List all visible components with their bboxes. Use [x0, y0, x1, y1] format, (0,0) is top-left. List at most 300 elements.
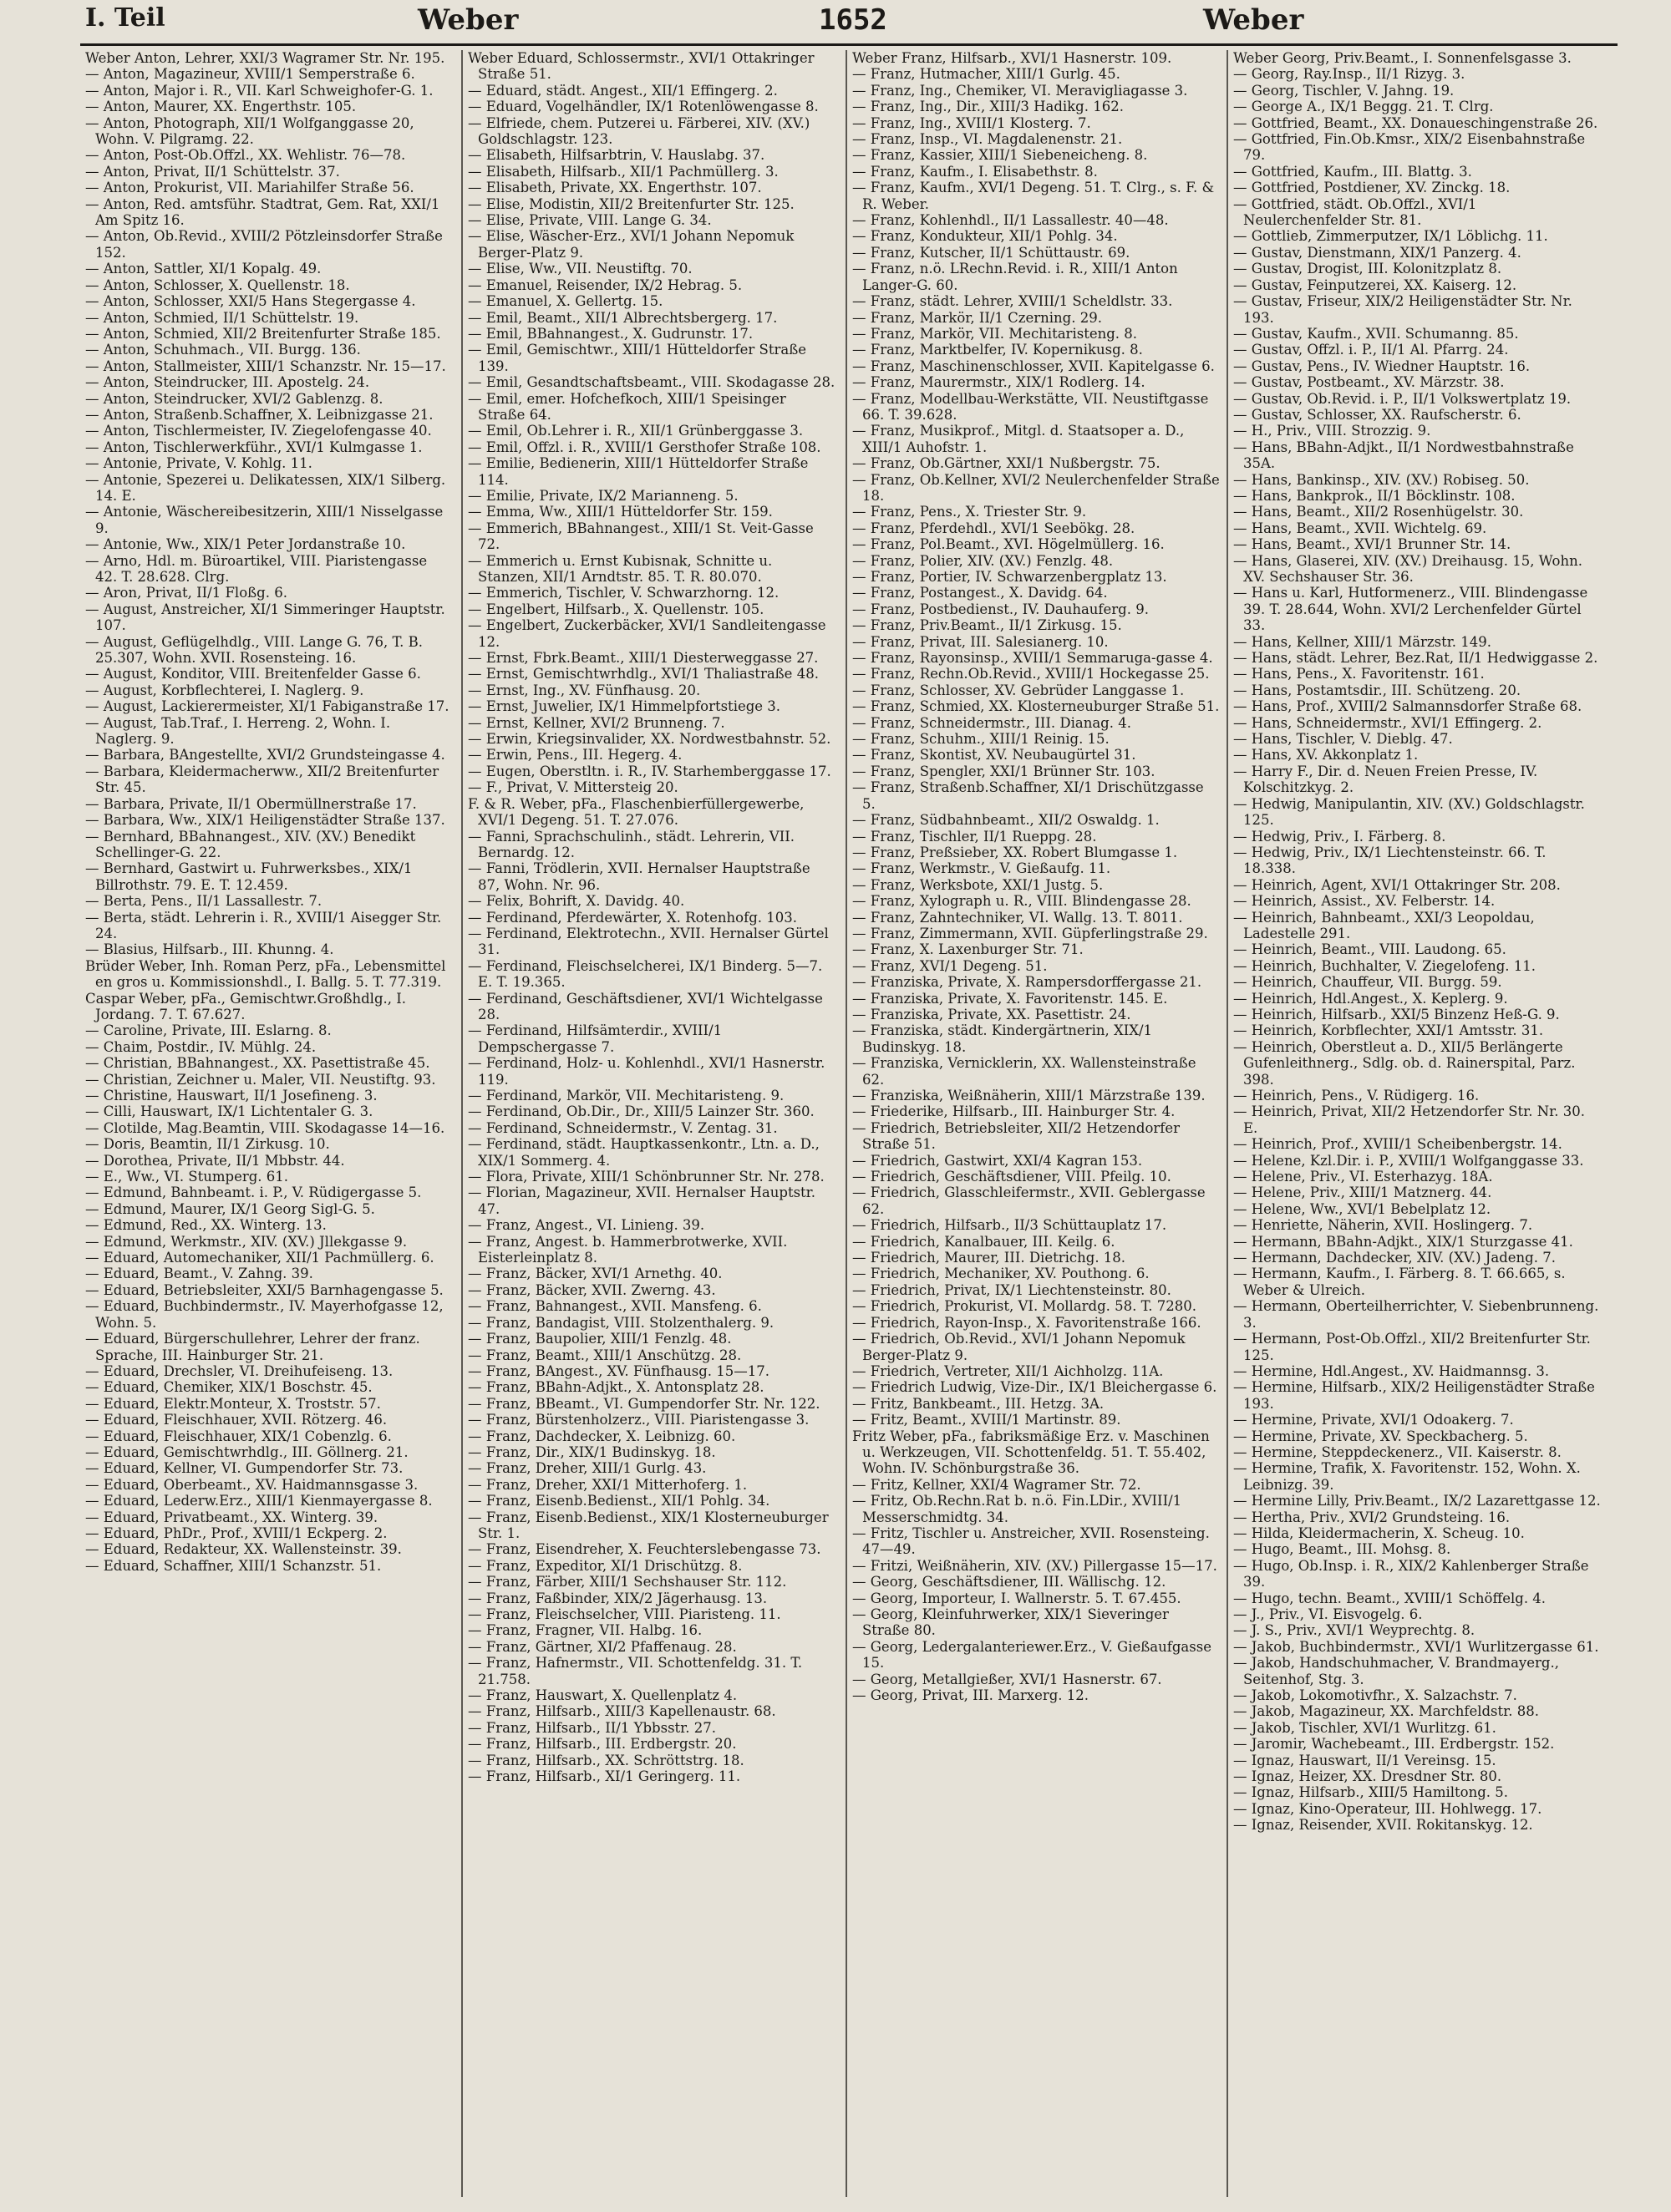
directory-entry: — Georg, Geschäftsdiener, III. Wällischg. 12. — [852, 1574, 1166, 1591]
directory-entry: — Emmerich, Tischler, V. Schwarzhorng. 12. — [468, 585, 780, 601]
directory-entry: — Franz, Hilfsarb., XIII/3 Kapellenaustr. 68. — [468, 1703, 776, 1720]
directory-entry: — Antonie, Wäschereibesitzerin, XIII/1 Nisselgasse 9. — [85, 504, 444, 536]
directory-entry: — Hermine, Hilfsarb., XIX/2 Heiligenstädter Straße 193. — [1233, 1379, 1595, 1412]
directory-entry: — Friedrich, Vertreter, XII/1 Aichholzg. 11A. — [852, 1362, 1164, 1379]
directory-entry: Weber Anton, Lehrer, XXI/3 Wagramer Str. Nr. 195. — [85, 50, 445, 66]
directory-entry: — Hans, XV. Akkonplatz 1. — [1233, 747, 1419, 764]
directory-entry: — Fritzi, Weißnäherin, XIV. (XV.) Pillergasse 15—17. — [852, 1557, 1217, 1574]
directory-entry: — Franz, Hilfsarb., III. Erdbergstr. 20. — [468, 1736, 737, 1753]
directory-entry: — Franz, Fleischselcher, VIII. Piaristeng. 11. — [468, 1606, 781, 1622]
directory-entry: — Helene, Priv., XIII/1 Matznerg. 44. — [1233, 1185, 1492, 1201]
directory-entry: — Flora, Private, XIII/1 Schönbrunner Str. Nr. 278. — [468, 1169, 825, 1185]
directory-entry: — Franz, Hilfsarb., XI/1 Geringerg. 11. — [468, 1768, 741, 1785]
directory-entry: — Franziska, Private, XX. Pasettistr. 24. — [852, 1006, 1131, 1022]
directory-entry: — Franz, n.ö. LRechn.Revid. i. R., XIII/1 Anton Langer-G. 60. — [852, 261, 1178, 293]
directory-column-2 — [468, 50, 836, 2197]
directory-entry: — Franz, Kaufm., XVI/1 Degeng. 51. T. Clrg., s. F. & R. Weber. — [852, 180, 1215, 212]
directory-entry: — Franz, Priv.Beamt., II/1 Zirkusg. 15. — [852, 617, 1122, 634]
directory-entry: — Gustav, Dienstmann, XIX/1 Panzerg. 4. — [1233, 244, 1521, 261]
directory-entry: — Emil, BBahnangest., X. Gudrunstr. 17. — [468, 325, 754, 342]
directory-entry: — Hermine, Private, XVI/1 Odoakerg. 7. — [1233, 1412, 1514, 1428]
directory-entry: — Franz, Zimmermann, XVII. Güpferlingstraße 29. — [852, 925, 1208, 941]
directory-entry: — Barbara, BAngestellte, XVI/2 Grundsteingasse 4. — [85, 747, 445, 764]
directory-entry: — Anton, Privat, II/1 Schüttelstr. 37. — [85, 163, 340, 180]
column-divider — [1227, 50, 1228, 2197]
directory-entry: — Hans, BBahn-Adjkt., II/1 Nordwestbahnstraße 35A. — [1233, 439, 1574, 472]
directory-entry: — Franz, Maurermstr., XIX/1 Rodlerg. 14. — [852, 374, 1145, 391]
directory-entry: — Elise, Private, VIII. Lange G. 34. — [468, 212, 712, 229]
directory-entry: — Franz, Insp., VI. Magdalenenstr. 21. — [852, 131, 1123, 148]
directory-entry: — Franz, Markör, VII. Mechitaristeng. 8. — [852, 325, 1138, 342]
directory-entry: — Franz, Skontist, XV. Neubaugürtel 31. — [852, 747, 1136, 764]
directory-entry: — Emma, Ww., XIII/1 Hütteldorfer Str. 159. — [468, 504, 773, 520]
directory-entry: — Emilie, Private, IX/2 Marianneng. 5. — [468, 487, 739, 504]
directory-entry: — Georg, Ledergalanteriewer.Erz., V. Gießaufgasse 15. — [852, 1638, 1211, 1672]
directory-entry: — Caroline, Private, III. Eslarng. 8. — [85, 1022, 332, 1039]
directory-column-1 — [85, 50, 453, 2197]
directory-entry: — Emil, emer. Hofchefkoch, XIII/1 Speisinger Straße 64. — [468, 390, 786, 423]
directory-entry: — Ignaz, Hauswart, II/1 Vereinsg. 15. — [1233, 1752, 1496, 1768]
directory-entry: — Gustav, Friseur, XIX/2 Heiligenstädter Str. Nr. 193. — [1233, 293, 1572, 326]
directory-entry: — Franz, Kondukteur, XII/1 Pohlg. 34. — [852, 228, 1118, 245]
directory-entry: — Franz, Beamt., XIII/1 Anschützg. 28. — [468, 1347, 742, 1363]
directory-entry: — Elise, Ww., VII. Neustiftg. 70. — [468, 261, 693, 277]
directory-entry: — Gustav, Ob.Revid. i. P., II/1 Volkswertplatz 19. — [1233, 390, 1572, 407]
directory-column-4 — [1233, 50, 1601, 2197]
column-divider — [461, 50, 463, 2197]
directory-entry: — Fanni, Sprachschulinh., städt. Lehrerin, VII. Bernardg. 12. — [468, 828, 795, 860]
directory-entry: — Elisabeth, Private, XX. Engerthstr. 107. — [468, 180, 762, 196]
directory-entry: — Franz, Hafnermstr., VII. Schottenfeldg. 31. T. 21.758. — [468, 1655, 803, 1687]
directory-entry: — Arno, Hdl. m. Büroartikel, VIII. Piaristengasse 42. T. 28.628. Clrg. — [85, 552, 428, 585]
directory-entry: — Emil, Beamt., XII/1 Albrechtsbergerg. 17. — [468, 309, 778, 326]
directory-entry: — Jakob, Magazineur, XX. Marchfeldstr. 88. — [1233, 1703, 1539, 1720]
directory-entry: — Franz, Postbedienst., IV. Dauhauferg. 9. — [852, 601, 1149, 617]
directory-entry: — Anton, Post-Ob.Offzl., XX. Wehlistr. 76—78. — [85, 147, 406, 164]
directory-entry: — Hans, Bankprok., II/1 Böcklinstr. 108. — [1233, 487, 1516, 504]
directory-entry: — J. S., Priv., XVI/1 Weyprechtg. 8. — [1233, 1622, 1475, 1639]
directory-entry: — Franz, Ob.Kellner, XVI/2 Neulerchenfelder Straße 18. — [852, 471, 1220, 504]
directory-entry: — Franz, Bürstenholzerz., VIII. Piaristengasse 3. — [468, 1412, 810, 1428]
directory-entry: — Franz, Ing., Chemiker, VI. Meravigliagasse 3. — [852, 82, 1188, 99]
directory-entry: — Eduard, Privatbeamt., XX. Winterg. 39. — [85, 1509, 378, 1525]
directory-entry: — Franz, Expeditor, XI/1 Drischützg. 8. — [468, 1557, 743, 1574]
directory-entry: — Blasius, Hilfsarb., III. Khunng. 4. — [85, 941, 334, 958]
directory-entry: — Franz, Schmied, XX. Klosterneuburger Straße 51. — [852, 698, 1220, 715]
directory-entry: — Barbara, Private, II/1 Obermüllnerstraße 17. — [85, 795, 417, 812]
directory-entry: — Franz, städt. Lehrer, XVIII/1 Scheldlstr. 33. — [852, 293, 1173, 310]
directory-entry: — Franz, Preßsieber, XX. Robert Blumgasse 1. — [852, 844, 1178, 860]
directory-entry: — Hans, Tischler, V. Dieblg. 47. — [1233, 731, 1453, 748]
directory-entry: — Georg, Importeur, I. Wallnerstr. 5. T. 67.455. — [852, 1590, 1181, 1606]
directory-entry: — Franz, Südbahnbeamt., XII/2 Oswaldg. 1. — [852, 812, 1160, 829]
directory-entry: — Ernst, Fbrk.Beamt., XIII/1 Diesterweggasse 27. — [468, 650, 819, 667]
directory-entry: — Heinrich, Hilfsarb., XXI/5 Binzenz Heß-G. 9. — [1233, 1006, 1560, 1022]
directory-entry: — F., Privat, V. Mittersteig 20. — [468, 779, 678, 796]
directory-entry: — Franz, Maschinenschlosser, XVII. Kapitelgasse 6. — [852, 358, 1215, 374]
directory-entry: — Franziska, Private, X. Favoritenstr. 145. E. — [852, 990, 1168, 1007]
directory-entry: — Franz, Kutscher, II/1 Schüttaustr. 69. — [852, 244, 1130, 261]
directory-entry: — Franz, Angest., VI. Linieng. 39. — [468, 1217, 705, 1234]
directory-entry: — Hermine, Steppdeckenerz., VII. Kaiserstr. 8. — [1233, 1443, 1562, 1460]
directory-entry: — Franz, Faßbinder, XIX/2 Jägerhausg. 13. — [468, 1590, 768, 1606]
directory-entry: — Erwin, Kriegsinvalider, XX. Nordwestbahnstr. 52. — [468, 731, 831, 748]
directory-entry: — Franz, Werkmstr., V. Gießaufg. 11. — [852, 860, 1111, 877]
directory-entry: — Emil, Gemischtwr., XIII/1 Hütteldorfer Straße 139. — [468, 342, 806, 374]
directory-entry: — Franz, Schlosser, XV. Gebrüder Langgasse 1. — [852, 682, 1185, 698]
directory-entry: — Engelbert, Zuckerbäcker, XVI/1 Sandleitengasse 12. — [468, 617, 826, 650]
directory-entry: — Cilli, Hauswart, IX/1 Lichtentaler G. 3. — [85, 1103, 373, 1120]
directory-entry: — Franz, Eisenb.Bedienst., XII/1 Pohlg. 34. — [468, 1493, 770, 1509]
directory-entry: — Anton, Straßenb.Schaffner, X. Leibnizgasse 21. — [85, 406, 434, 423]
directory-entry: Weber Franz, Hilfsarb., XVI/1 Hasnerstr. 109. — [852, 50, 1172, 66]
directory-entry: — Ferdinand, Markör, VII. Mechitaristeng. 9. — [468, 1088, 785, 1103]
directory-entry: — Franz, Kohlenhdl., II/1 Lassallestr. 40—48. — [852, 212, 1169, 229]
directory-entry: — Franz, Postangest., X. Davidg. 64. — [852, 585, 1108, 601]
directory-entry: Brüder Weber, Inh. Roman Perz, pFa., Lebensmittel en gros u. Kommissionshdl., I. Ballg. 5. T. 77.319. — [85, 957, 446, 991]
directory-entry: — Hermann, BBahn-Adjkt., XIX/1 Sturzgasse 41. — [1233, 1233, 1573, 1250]
directory-entry: — Franz, Straßenb.Schaffner, XI/1 Drischützgasse 5. — [852, 779, 1204, 812]
directory-entry: — Hugo, techn. Beamt., XVIII/1 Schöffelg. 4. — [1233, 1590, 1547, 1606]
page-header — [67, 0, 1621, 43]
directory-entry: — Helene, Kzl.Dir. i. P., XVIII/1 Wolfganggasse 33. — [1233, 1152, 1584, 1169]
directory-entry: — Ferdinand, Schneidermstr., V. Zentag. 31. — [468, 1119, 778, 1136]
directory-entry: — Ferdinand, Holz- u. Kohlenhdl., XVI/1 Hasnerstr. 119. — [468, 1055, 825, 1088]
directory-entry: — Eduard, Vogelhändler, IX/1 Rotenlöwengasse 8. — [468, 99, 819, 115]
directory-entry: — Franz, Rayonsinsp., XVIII/1 Semmaruga-gasse 4. — [852, 650, 1213, 667]
directory-entry: — Friedrich, Geschäftsdiener, VIII. Pfeilg. 10. — [852, 1169, 1171, 1185]
directory-entry: — Anton, Ob.Revid., XVIII/2 Pötzleinsdorfer Straße 152. — [85, 228, 443, 261]
directory-entry: — Anton, Major i. R., VII. Karl Schweighofer-G. 1. — [85, 82, 434, 99]
directory-entry: — Anton, Magazineur, XVIII/1 Semperstraße 6. — [85, 66, 415, 83]
directory-entry: — Hugo, Ob.Insp. i. R., XIX/2 Kahlenberger Straße 39. — [1233, 1557, 1589, 1591]
directory-entry: — Antonie, Private, V. Kohlg. 11. — [85, 455, 312, 472]
directory-entry: — Franz, Dreher, XIII/1 Gurlg. 43. — [468, 1460, 707, 1477]
directory-entry: — Eugen, Oberstltn. i. R., IV. Starhemberggasse 17. — [468, 763, 831, 779]
directory-entry: Caspar Weber, pFa., Gemischtwr.Großhdlg., I. Jordang. 7. T. 67.627. — [85, 990, 407, 1022]
directory-entry: — Anton, Sattler, XI/1 Kopalg. 49. — [85, 261, 322, 277]
directory-entry: — Hans, Pens., X. Favoritenstr. 161. — [1233, 666, 1485, 682]
directory-entry: — Eduard, Fleischhauer, XVII. Rötzerg. 46. — [85, 1412, 388, 1428]
directory-entry: — Elisabeth, Hilfsarb., XII/1 Pachmüllerg. 3. — [468, 163, 779, 180]
directory-entry: — Erwin, Pens., III. Hegerg. 4. — [468, 747, 683, 764]
directory-entry: — Georg, Tischler, V. Jahng. 19. — [1233, 82, 1455, 99]
directory-entry: — Franz, Bäcker, XVII. Zwerng. 43. — [468, 1281, 716, 1298]
directory-entry: — Anton, Schuhmach., VII. Burgg. 136. — [85, 342, 361, 358]
directory-entry: — Helene, Ww., XVI/1 Bebelplatz 12. — [1233, 1200, 1491, 1217]
directory-entry: — Franz, Marktbelfer, IV. Kopernikusg. 8. — [852, 342, 1143, 358]
directory-entry: — Elisabeth, Hilfsarbtrin, V. Hauslabg. 37. — [468, 147, 765, 164]
directory-entry: — Franz, Hilfsarb., XX. Schröttstrg. 18. — [468, 1752, 744, 1768]
directory-entry: — Franz, Schneidermstr., III. Dianag. 4. — [852, 714, 1131, 731]
directory-entry: — Hedwig, Priv., IX/1 Liechtensteinstr. 66. T. 18.338. — [1233, 844, 1547, 877]
directory-entry: — Emanuel, Reisender, IX/2 Hebrag. 5. — [468, 276, 743, 293]
directory-entry: — Gottfried, Kaufm., III. Blattg. 3. — [1233, 163, 1472, 180]
directory-entry: — Hans, Prof., XVIII/2 Salmannsdorfer Straße 68. — [1233, 698, 1582, 715]
directory-entry: — Franz, BBeamt., VI. Gumpendorfer Str. Nr. 122. — [468, 1395, 820, 1412]
directory-entry: — Friederike, Hilfsarb., III. Hainburger Str. 4. — [852, 1103, 1176, 1120]
directory-entry: — Hans, Glaserei, XIV. (XV.) Dreihausg. 15, Wohn. XV. Sechshauser Str. 36. — [1233, 552, 1582, 585]
directory-entry: — Georg, Kleinfuhrwerker, XIX/1 Sieveringer Straße 80. — [852, 1606, 1169, 1639]
directory-entry: — Eduard, Automechaniker, XII/1 Pachmüllerg. 6. — [85, 1250, 434, 1266]
directory-entry: — Franz, Privat, III. Salesianerg. 10. — [852, 633, 1109, 650]
directory-entry: — Anton, Prokurist, VII. Mariahilfer Straße 56. — [85, 180, 414, 196]
directory-entry: — Ernst, Kellner, XVI/2 Brunneng. 7. — [468, 714, 725, 731]
directory-entry: — Edmund, Werkmstr., XIV. (XV.) Jllekgasse 9. — [85, 1233, 408, 1250]
directory-entry: — Franz, Polier, XIV. (XV.) Fenzlg. 48. — [852, 552, 1114, 569]
directory-entry: — Clotilde, Mag.Beamtin, VIII. Skodagasse 14—16. — [85, 1119, 445, 1136]
directory-entry: — Emil, Ob.Lehrer i. R., XII/1 Grünberggasse 3. — [468, 423, 804, 439]
directory-entry: — Franz, X. Laxenburger Str. 71. — [852, 941, 1084, 958]
directory-entry: — Franz, Spengler, XXI/1 Brünner Str. 103. — [852, 763, 1155, 779]
directory-column-3 — [852, 50, 1220, 2197]
directory-entry: — Emmerich u. Ernst Kubisnak, Schnitte u. Stanzen, XII/1 Arndtstr. 85. T. R. 80.070. — [468, 552, 773, 585]
directory-entry: — Chaim, Postdir., IV. Mühlg. 24. — [85, 1038, 317, 1055]
directory-entry: — Heinrich, Chauffeur, VII. Burgg. 59. — [1233, 974, 1502, 991]
directory-entry: — Felix, Bohrift, X. Davidg. 40. — [468, 893, 685, 910]
directory-entry: — Gustav, Postbeamt., XV. Märzstr. 38. — [1233, 374, 1505, 391]
directory-entry: — Anton, Schmied, XII/2 Breitenfurter Straße 185. — [85, 325, 441, 342]
directory-entry: — Friedrich, Ob.Revid., XVI/1 Johann Nepomuk Berger-Platz 9. — [852, 1331, 1186, 1363]
directory-entry: — Hugo, Beamt., III. Mohsg. 8. — [1233, 1541, 1451, 1558]
directory-entry: — Franz, Angest. b. Hammerbrotwerke, XVII. Eisterleinplatz 8. — [468, 1233, 788, 1266]
directory-entry: — Hans, Bankinsp., XIV. (XV.) Robiseg. 50. — [1233, 471, 1530, 488]
directory-entry: — E., Ww., VI. Stumperg. 61. — [85, 1169, 289, 1185]
directory-entry: — Franz, Kassier, XIII/1 Siebeneicheng. 8. — [852, 147, 1148, 164]
directory-entry: Weber Georg, Priv.Beamt., I. Sonnenfelsgasse 3. — [1233, 50, 1572, 66]
directory-entry: — Hertha, Priv., XVI/2 Grundsteing. 16. — [1233, 1509, 1511, 1525]
directory-entry: — Ernst, Ing., XV. Fünfhausg. 20. — [468, 682, 701, 698]
directory-entry: — Georg, Privat, III. Marxerg. 12. — [852, 1687, 1089, 1704]
directory-entry: — Doris, Beamtin, II/1 Zirkusg. 10. — [85, 1136, 330, 1153]
directory-entry: — Jaromir, Wachebeamt., III. Erdbergstr. 152. — [1233, 1736, 1555, 1753]
directory-entry: — Ferdinand, Hilfsämterdir., XVIII/1 Dempschergasse 7. — [468, 1022, 723, 1055]
directory-entry: — Hermine, Hdl.Angest., XV. Haidmannsg. 3. — [1233, 1362, 1550, 1379]
directory-entry: — Eduard, Fleischhauer, XIX/1 Cobenzlg. 6. — [85, 1428, 392, 1444]
directory-entry: — Friedrich, Betriebsleiter, XII/2 Hetzendorfer Straße 51. — [852, 1119, 1181, 1153]
directory-entry: — Franz, Werksbote, XXI/1 Justg. 5. — [852, 876, 1104, 893]
directory-entry: — Franz, Pens., X. Triester Str. 9. — [852, 504, 1087, 520]
directory-entry: — Franziska, Weißnäherin, XIII/1 Märzstraße 139. — [852, 1088, 1206, 1103]
directory-entry: — Ferdinand, Ob.Dir., Dr., XIII/5 Lainzer Str. 360. — [468, 1103, 815, 1120]
directory-entry: — Anton, Schlosser, XXI/5 Hans Stegergasse 4. — [85, 293, 416, 310]
directory-entry: — Christine, Hauswart, II/1 Josefineng. 3. — [85, 1088, 378, 1103]
directory-entry: — Antonie, Spezerei u. Delikatessen, XIX/1 Silberg. 14. E. — [85, 471, 446, 504]
directory-entry: — Harry F., Dir. d. Neuen Freien Presse, IV. Kolschitzkyg. 2. — [1233, 763, 1538, 796]
directory-entry: — Gustav, Feinputzerei, XX. Kaiserg. 12. — [1233, 276, 1517, 293]
directory-entry: — August, Anstreicher, XI/1 Simmeringer Hauptstr. 107. — [85, 601, 445, 634]
directory-entry: — Gottfried, Fin.Ob.Kmsr., XIX/2 Eisenbahnstraße 79. — [1233, 131, 1586, 164]
directory-entry: — Heinrich, Buchhalter, V. Ziegelofeng. 11. — [1233, 957, 1536, 974]
directory-entry: Weber Eduard, Schlossermstr., XVI/1 Ottakringer Straße 51. — [468, 50, 815, 83]
directory-entry: — Aron, Privat, II/1 Floßg. 6. — [85, 585, 287, 601]
directory-entry: — Franz, Pol.Beamt., XVI. Högelmüllerg. 16. — [852, 536, 1165, 553]
directory-entry: — Friedrich, Maurer, III. Dietrichg. 18. — [852, 1250, 1126, 1266]
directory-entry: — August, Tab.Traf., I. Herreng. 2, Wohn. I. Naglerg. 9. — [85, 714, 391, 748]
directory-entry: — Hans, Postamtsdir., III. Schützeng. 20. — [1233, 682, 1521, 698]
directory-entry: — Emmerich, BBahnangest., XIII/1 St. Veit-Gasse 72. — [468, 520, 814, 553]
directory-entry: — Franz, Eisenb.Bedienst., XIX/1 Klosterneuburger Str. 1. — [468, 1509, 829, 1541]
directory-entry: — Eduard, Kellner, VI. Gumpendorfer Str. 73. — [85, 1460, 404, 1477]
directory-entry: — Ferdinand, Fleischselcherei, IX/1 Binderg. 5—7. E. T. 19.365. — [468, 957, 823, 991]
directory-entry: — Franz, Fragner, VII. Halbg. 16. — [468, 1622, 703, 1639]
directory-entry: — Eduard, Drechsler, VI. Dreihufeiseng. 13. — [85, 1362, 394, 1379]
directory-entry: — Heinrich, Oberstleut a. D., XII/5 Berlängerte Gufenleithnerg., Sdlg. ob. d. Rainerspital, Parz. 398. — [1233, 1038, 1576, 1088]
directory-entry: — Franz, Zahntechniker, VI. Wallg. 13. T. 8011. — [852, 909, 1183, 926]
directory-entry: — Anton, Steindrucker, XVI/2 Gablenzg. 8. — [85, 390, 383, 407]
directory-entry: — Eduard, städt. Angest., XII/1 Effingerg. 2. — [468, 82, 778, 99]
directory-entry: — Hedwig, Priv., I. Färberg. 8. — [1233, 828, 1446, 845]
directory-entry: — Gustav, Drogist, III. Kolonitzplatz 8. — [1233, 261, 1502, 277]
directory-entry: — Anton, Photograph, XII/1 Wolfganggasse 20, Wohn. V. Pilgramg. 22. — [85, 114, 414, 148]
directory-entry: — Eduard, Lederw.Erz., XIII/1 Kienmayergasse 8. — [85, 1493, 433, 1509]
directory-entry: — Eduard, Beamt., V. Zahng. 39. — [85, 1266, 313, 1282]
directory-entry: — Hedwig, Manipulantin, XIV. (XV.) Goldschlagstr. 125. — [1233, 795, 1585, 829]
directory-entry: — Heinrich, Beamt., VIII. Laudong. 65. — [1233, 941, 1506, 958]
directory-entry: — Ferdinand, Pferdewärter, X. Rotenhofg. 103. — [468, 909, 797, 926]
directory-entry: — Franz, Bandagist, VIII. Stolzenthalerg. 9. — [468, 1314, 775, 1331]
directory-entry: — Franz, Hauswart, X. Quellenplatz 4. — [468, 1687, 738, 1704]
directory-entry: — Franz, Portier, IV. Schwarzenbergplatz 13. — [852, 569, 1167, 585]
directory-entry: — Franz, Modellbau-Werkstätte, VII. Neustiftgasse 66. T. 39.628. — [852, 390, 1209, 423]
directory-entry: — Eduard, Chemiker, XIX/1 Boschstr. 45. — [85, 1379, 373, 1396]
directory-entry: — Gustav, Pens., IV. Wiedner Hauptstr. 16. — [1233, 358, 1531, 374]
directory-entry: — Edmund, Red., XX. Winterg. 13. — [85, 1217, 327, 1234]
directory-entry: — Hans, Kellner, XIII/1 Märzstr. 149. — [1233, 633, 1492, 650]
directory-entry: — Franz, Färber, XIII/1 Sechshauser Str. 112. — [468, 1574, 787, 1591]
directory-entry: — Friedrich, Privat, IX/1 Liechtensteinstr. 80. — [852, 1281, 1171, 1298]
directory-entry: — Eduard, Gemischtwrhdlg., III. Göllnerg. 21. — [85, 1443, 409, 1460]
directory-entry: — Franz, Dreher, XXI/1 Mitterhoferg. 1. — [468, 1476, 748, 1493]
directory-entry: — Anton, Steindrucker, III. Apostelg. 24. — [85, 374, 370, 391]
directory-entry: — Christian, BBahnangest., XX. Pasettistraße 45. — [85, 1055, 430, 1072]
directory-entry: — Anton, Red. amtsführ. Stadtrat, Gem. Rat, XXI/1 Am Spitz 16. — [85, 195, 440, 229]
directory-entry: — Franziska, Private, X. Rampersdorffergasse 21. — [852, 974, 1202, 991]
directory-entry: — Franz, Rechn.Ob.Revid., XVIII/1 Hockegasse 25. — [852, 666, 1210, 682]
directory-entry: — Christian, Zeichner u. Maler, VII. Neustiftg. 93. — [85, 1071, 436, 1088]
directory-entry: — Franz, Eisendreher, X. Feuchterslebengasse 73. — [468, 1541, 821, 1558]
page-number: 1652 — [819, 3, 887, 37]
directory-entry: — Franz, Ing., Dir., XIII/3 Hadikg. 162. — [852, 99, 1124, 115]
directory-entry: — Gottfried, städt. Ob.Offzl., XVI/1 Neulerchenfelder Str. 81. — [1233, 195, 1477, 229]
directory-entry: — Heinrich, Privat, XII/2 Hetzendorfer Str. Nr. 30. E. — [1233, 1103, 1585, 1136]
directory-entry: — George A., IX/1 Beggg. 21. T. Clrg. — [1233, 99, 1494, 115]
directory-entry: — Eduard, Buchbindermstr., IV. Mayerhofgasse 12, Wohn. 5. — [85, 1298, 444, 1331]
directory-entry: F. & R. Weber, pFa., Flaschenbierfüllergewerbe, XVI/1 Degeng. 51. T. 27.076. — [468, 795, 805, 829]
directory-entry: — Eduard, Elektr.Monteur, X. Troststr. 57. — [85, 1395, 381, 1412]
directory-entry: — Fritz, Tischler u. Anstreicher, XVII. Rosensteing. 47—49. — [852, 1525, 1210, 1558]
directory-entry: — Heinrich, Assist., XV. Felberstr. 14. — [1233, 893, 1496, 910]
directory-entry: — Franz, Musikprof., Mitgl. d. Staatsoper a. D., XIII/1 Auhofstr. 1. — [852, 423, 1185, 455]
directory-entry: — Franz, BAngest., XV. Fünfhausg. 15—17. — [468, 1362, 769, 1379]
directory-entry: — Anton, Stallmeister, XIII/1 Schanzstr. Nr. 15—17. — [85, 358, 446, 374]
directory-entry: — Anton, Schmied, II/1 Schüttelstr. 19. — [85, 309, 359, 326]
directory-entry: — Emil, Offzl. i. R., XVIII/1 Gersthofer Straße 108. — [468, 439, 821, 455]
directory-entry: — Georg, Metallgießer, XVI/1 Hasnerstr. 67. — [852, 1671, 1162, 1687]
directory-entry: — Eduard, Schaffner, XIII/1 Schanzstr. 51. — [85, 1557, 382, 1574]
directory-entry: — Heinrich, Agent, XVI/1 Ottakringer Str. 208. — [1233, 876, 1561, 893]
header-left-word: Weber — [418, 3, 519, 37]
directory-entry: — Gustav, Kaufm., XVII. Schumanng. 85. — [1233, 325, 1519, 342]
directory-entry: — August, Lackierermeister, XI/1 Fabiganstraße 17. — [85, 698, 449, 715]
directory-entry: — Franz, Schuhm., XIII/1 Reinig. 15. — [852, 731, 1110, 748]
directory-entry: — Hermine Lilly, Priv.Beamt., IX/2 Lazarettgasse 12. — [1233, 1493, 1601, 1509]
directory-entry: — Hermine, Trafik, X. Favoritenstr. 152, Wohn. X. Leibnizg. 39. — [1233, 1460, 1581, 1493]
directory-entry: — Elise, Wäscher-Erz., XVI/1 Johann Nepomuk Berger-Platz 9. — [468, 228, 795, 261]
directory-entry: — Anton, Maurer, XX. Engerthstr. 105. — [85, 99, 357, 115]
directory-entry: — Friedrich, Hilfsarb., II/3 Schüttauplatz 17. — [852, 1217, 1167, 1234]
directory-entry: — Eduard, Oberbeamt., XV. Haidmannsgasse 3. — [85, 1476, 419, 1493]
directory-entry: — Friedrich, Rayon-Insp., X. Favoritenstraße 166. — [852, 1314, 1201, 1331]
directory-entry: — Fritz, Kellner, XXI/4 Wagramer Str. 72. — [852, 1476, 1141, 1493]
directory-entry: — Anton, Schlosser, X. Quellenstr. 18. — [85, 276, 350, 293]
directory-entry: Fritz Weber, pFa., fabriksmäßige Erz. v. Maschinen u. Werkzeugen, VII. Schottenfeldg. 51. T. 55.402, Wohn. IV. Schönburgstraße 36. — [852, 1428, 1210, 1477]
directory-entry: — August, Konditor, VIII. Breitenfelder Gasse 6. — [85, 666, 421, 682]
directory-entry: — Hans, Beamt., XII/2 Rosenhügelstr. 30. — [1233, 504, 1524, 520]
directory-entry: — Emil, Gesandtschaftsbeamt., VIII. Skodagasse 28. — [468, 374, 836, 391]
directory-entry: — Georg, Ray.Insp., II/1 Rizyg. 3. — [1233, 66, 1465, 83]
directory-entry: — Franz, Bäcker, XVI/1 Arnethg. 40. — [468, 1266, 723, 1282]
directory-entry: — Ignaz, Heizer, XX. Dresdner Str. 80. — [1233, 1768, 1502, 1785]
directory-entry: — Florian, Magazineur, XVII. Hernalser Hauptstr. 47. — [468, 1185, 816, 1217]
directory-entry: — Ignaz, Reisender, XVII. Rokitanskyg. 12. — [1233, 1817, 1533, 1834]
directory-entry: — Eduard, Redakteur, XX. Wallensteinstr. 39. — [85, 1541, 402, 1558]
directory-entry: — Franz, Pferdehdl., XVI/1 Seebökg. 28. — [852, 520, 1135, 536]
directory-entry: — Eduard, Betriebsleiter, XXI/5 Barnhagengasse 5. — [85, 1281, 444, 1298]
directory-entry: — August, Geflügelhdlg., VIII. Lange G. 76, T. B. 25.307, Wohn. XVII. Rosensteing. 16. — [85, 633, 423, 667]
directory-entry: — Franz, Ob.Gärtner, XXI/1 Nußbergstr. 75. — [852, 455, 1161, 472]
header-right-word: Weber — [1203, 3, 1304, 37]
column-divider — [846, 50, 847, 2197]
directory-entry: — Fritz, Ob.Rechn.Rat b. n.ö. Fin.LDir., XVIII/1 Messerschmidtg. 34. — [852, 1493, 1182, 1525]
directory-entry: — Heinrich, Bahnbeamt., XXI/3 Leopoldau, Ladestelle 291. — [1233, 909, 1535, 941]
directory-entry: — Anton, Tischlermeister, IV. Ziegelofengasse 40. — [85, 423, 432, 439]
directory-entry: — Hans u. Karl, Hutformenerz., VIII. Blindengasse 39. T. 28.644, Wohn. XVI/2 Lerchenfelder Gürtel 33. — [1233, 585, 1588, 634]
directory-entry: — Ernst, Gemischtwrhdlg., XVI/1 Thaliastraße 48. — [468, 666, 819, 682]
directory-entry: — Eduard, Bürgerschullehrer, Lehrer der franz. Sprache, III. Hainburger Str. 21. — [85, 1331, 420, 1363]
directory-entry: — Anton, Tischlerwerkführ., XVI/1 Kulmgasse 1. — [85, 439, 423, 455]
directory-entry: — Jakob, Buchbindermstr., XVI/1 Wurlitzergasse 61. — [1233, 1638, 1599, 1655]
directory-entry: — Fritz, Bankbeamt., III. Hetzg. 3A. — [852, 1395, 1105, 1412]
directory-entry: — Dorothea, Private, II/1 Mbbstr. 44. — [85, 1152, 345, 1169]
directory-entry: — Bernhard, Gastwirt u. Fuhrwerksbes., XIX/1 Billrothstr. 79. E. T. 12.459. — [85, 860, 413, 893]
directory-entry: — Hermann, Dachdecker, XIV. (XV.) Jadeng. 7. — [1233, 1250, 1556, 1266]
directory-entry: — Franz, Baupolier, XIII/1 Fenzlg. 48. — [468, 1331, 732, 1347]
directory-entry: — Henriette, Näherin, XVII. Hoslingerg. 7. — [1233, 1217, 1533, 1234]
directory-entry: — H., Priv., VIII. Strozzig. 9. — [1233, 423, 1431, 439]
directory-entry: — Bernhard, BBahnangest., XIV. (XV.) Benedikt Schellinger-G. 22. — [85, 828, 416, 860]
directory-entry: — Hans, Beamt., XVII. Wichtelg. 69. — [1233, 520, 1487, 536]
directory-entry: — Helene, Priv., VI. Esterhazyg. 18A. — [1233, 1169, 1493, 1185]
header-rule — [80, 43, 1618, 46]
directory-entry: — Franz, BBahn-Adjkt., X. Antonsplatz 28. — [468, 1379, 764, 1396]
directory-entry: — Hermann, Kaufm., I. Färberg. 8. T. 66.665, s. Weber & Ulreich. — [1233, 1266, 1566, 1298]
directory-entry: — Hilda, Kleidermacherin, X. Scheug. 10. — [1233, 1525, 1525, 1541]
directory-entry: — Ernst, Juwelier, IX/1 Himmelpfortstiege 3. — [468, 698, 781, 715]
directory-entry: — Franz, Hilfsarb., II/1 Ybbsstr. 27. — [468, 1719, 716, 1736]
directory-entry: — Franz, XVI/1 Degeng. 51. — [852, 957, 1048, 974]
directory-entry: — Ferdinand, Elektrotechn., XVII. Hernalser Gürtel 31. — [468, 925, 829, 958]
directory-entry: — Barbara, Ww., XIX/1 Heiligenstädter Straße 137. — [85, 812, 445, 829]
directory-entry: — Jakob, Tischler, XVI/1 Wurlitzg. 61. — [1233, 1719, 1496, 1736]
directory-entry: — Franz, Bahnangest., XVII. Mansfeng. 6. — [468, 1298, 762, 1315]
directory-entry: — Friedrich, Gastwirt, XXI/4 Kagran 153. — [852, 1152, 1143, 1169]
directory-entry: — Franz, Kaufm., I. Elisabethstr. 8. — [852, 163, 1098, 180]
directory-entry: — Gottlieb, Zimmerputzer, IX/1 Löblichg. 11. — [1233, 228, 1548, 245]
directory-entry: — J., Priv., VI. Eisvogelg. 6. — [1233, 1606, 1423, 1622]
directory-entry: — Franz, Dir., XIX/1 Budinskyg. 18. — [468, 1443, 716, 1460]
directory-entry: — Franz, Ing., XVIII/1 Klosterg. 7. — [852, 114, 1091, 131]
